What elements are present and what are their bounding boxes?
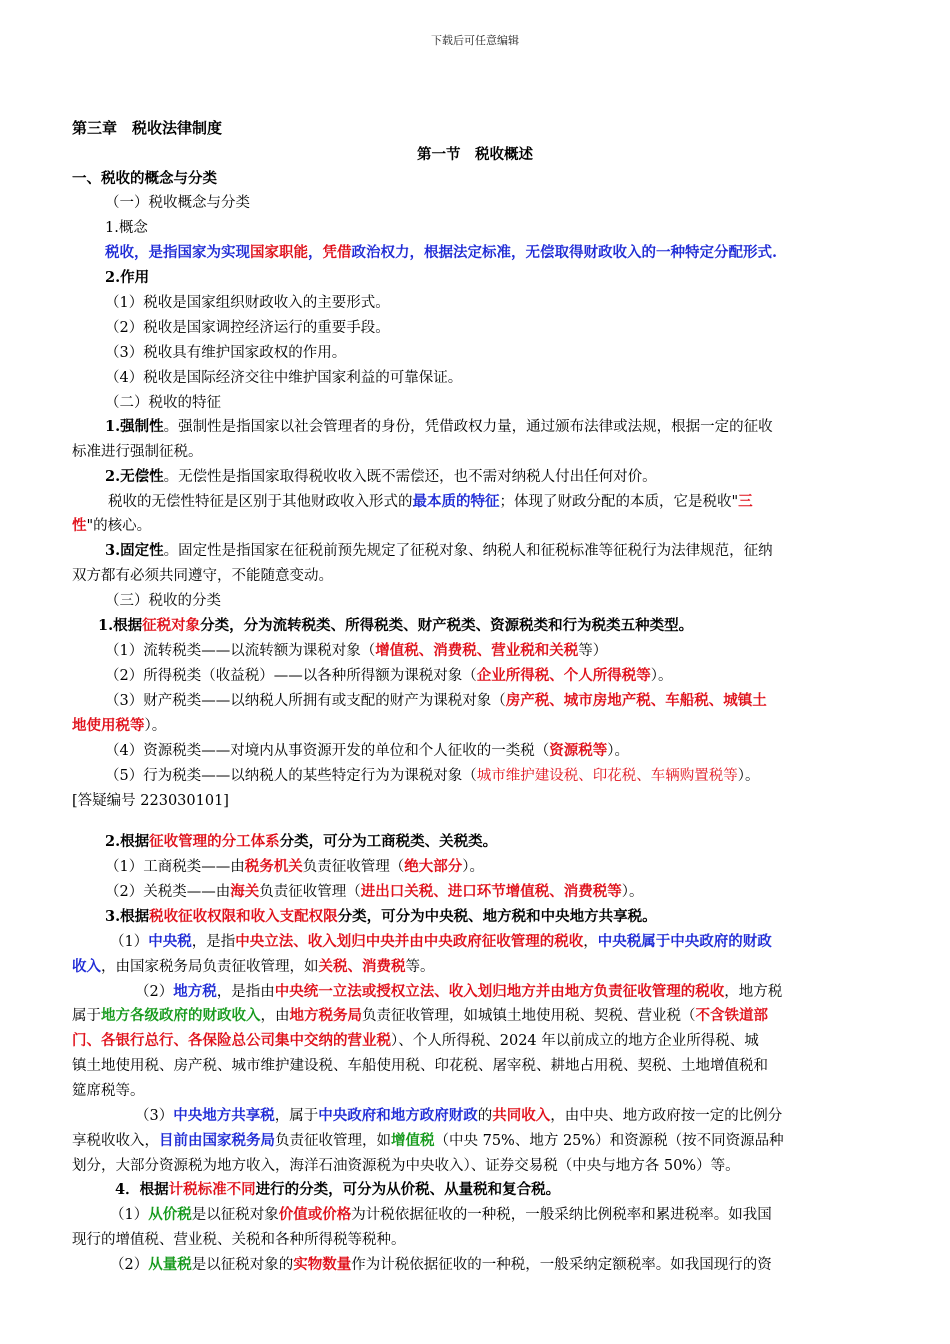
text-line [105, 467, 915, 487]
text-segment: （1）流转税类——以流转额为课税对象（ [105, 643, 376, 659]
text-segment: 是以征税对象 [191, 1207, 279, 1223]
text-segment: （2） [110, 1257, 149, 1273]
text-segment: 中央税属于中央政府的财政 [597, 933, 772, 950]
text-segment: 负责征收管理，如城镇土地使用税、契税、营业税（ [362, 1008, 696, 1024]
text-segment: （2）税收是国家调控经济运行的重要手段。 [105, 320, 390, 336]
text-segment: 收入 [72, 958, 101, 975]
text-segment: （2） [135, 984, 174, 1000]
text-segment: 凭借 [322, 244, 352, 261]
text-segment: 分类，分为流转税类、所得税类、财产税类、资源税类和行为税类五种类型。 [200, 617, 694, 634]
text-line [105, 343, 915, 363]
text-segment: ）。 [462, 859, 484, 875]
text-line [105, 741, 915, 761]
text-line [72, 1156, 882, 1176]
text-segment: （二）税收的特征 [105, 395, 221, 411]
text-segment: ，属于 [274, 1108, 319, 1124]
text-segment: 负责征收管理（ [302, 859, 405, 875]
text-segment: 实物数量 [293, 1256, 352, 1273]
text-line [72, 716, 882, 736]
text-segment: 2.作用 [105, 269, 150, 286]
text-segment: 3.根据 [105, 908, 150, 925]
text-segment: 海关 [230, 883, 260, 900]
text-segment: 2.根据 [105, 833, 150, 850]
text-segment: （3）税收具有维护国家政权的作用。 [105, 345, 347, 361]
text-segment: 分类，可分为中央税、地方税和中央地方共享税。 [337, 908, 657, 925]
text-line [105, 268, 915, 288]
text-segment: ；体现了财政分配的本质，它是税收" [499, 494, 739, 510]
text-segment: 从量税 [148, 1256, 192, 1273]
text-line [110, 932, 920, 952]
text-segment: 政治权力，根据法定标准，无偿取得财政收入的一种特定分配形式. [351, 244, 778, 261]
text-segment: 价值或价格 [278, 1206, 352, 1223]
text-segment: 分类，可分为工商税类、关税类。 [279, 833, 498, 850]
text-segment: 计税标准不同 [168, 1181, 256, 1198]
text-segment: 标准进行强制征税。 [72, 444, 203, 460]
text-segment: 双方都有必须共同遵守，不能随意变动。 [72, 568, 333, 584]
text-segment: ，由 [260, 1008, 290, 1024]
text-segment: （3） [135, 1108, 174, 1124]
text-segment: [答疑编号 223030101] [72, 793, 229, 809]
text-segment: 共同收入 [492, 1107, 551, 1124]
text-line [72, 957, 882, 977]
text-line [105, 882, 915, 902]
text-segment: 最本质的特征 [412, 493, 500, 510]
text-line [105, 193, 915, 213]
text-line [110, 1255, 920, 1275]
text-segment: 中央政府和地方政府财政 [318, 1107, 478, 1124]
text-segment: 等。 [405, 959, 435, 975]
text-segment: ）。 [144, 718, 167, 734]
text-segment: 作为计税依据征收的一种税，一般采纳定额税率。如我国现行的资 [351, 1257, 772, 1273]
text-line [72, 1131, 882, 1151]
text-segment: 1.概念 [105, 220, 148, 236]
text-segment: （一）税收概念与分类 [105, 195, 250, 211]
text-line [105, 243, 915, 263]
text-segment: ）、个人所得税、2024 年以前成立的地方企业所得税、城 [391, 1033, 759, 1049]
text-line [105, 368, 915, 388]
text-segment: 中央地方共享税 [173, 1107, 275, 1124]
text-segment: 的 [477, 1108, 493, 1124]
text-segment: 地使用税等 [72, 717, 145, 734]
text-segment: 为计税依据征收的一种税，一般采纳比例税率和累进税率。如我国 [351, 1207, 772, 1223]
text-segment: 中央统一立法或授权立法、收入划归地方并由地方负责征收管理的税收 [274, 983, 725, 1000]
text-segment: 城市维护建设税、印花税、车辆购置税等 [476, 768, 738, 784]
text-segment: （3）财产税类——以纳税人所拥有或支配的财产为课税对象（ [105, 693, 506, 709]
text-segment: 地方税 [173, 983, 217, 1000]
text-segment: 1.根据 [98, 617, 143, 634]
text-segment: 税收征收权限和收入支配权限 [149, 908, 338, 925]
text-segment: 。无偿性是指国家取得税收收入既不需偿还，也不需对纳税人付出任何对价。 [163, 469, 657, 485]
text-segment: 地方税务局 [289, 1007, 362, 1024]
text-segment: 1.强制性 [105, 418, 164, 435]
text-segment: 进行的分类，可分为从价税、从量税和复合税。 [255, 1181, 561, 1198]
text-segment: 镇土地使用税、房产税、城市维护建设税、车船使用税、印花税、屠宰税、耕地占用税、契税、土地增值税和 [72, 1058, 768, 1074]
text-line [72, 1006, 882, 1026]
text-segment: （1） [110, 934, 149, 950]
text-line [105, 857, 915, 877]
text-segment: 。强制性是指国家以社会管理者的身份，凭借政权力量，通过颁布法律或法规，根据一定的征收 [163, 419, 773, 435]
text-segment: 从价税 [148, 1206, 192, 1223]
text-segment: 第一节 税收概述 [417, 146, 533, 163]
text-segment: 中央税 [148, 933, 192, 950]
text-line [105, 766, 915, 786]
text-segment: 一、税收的概念与分类 [72, 170, 217, 187]
text-line [105, 417, 915, 437]
text-segment: 目前由国家税务局 [159, 1132, 275, 1149]
text-line [72, 566, 882, 586]
text-segment: ，是指 [191, 934, 236, 950]
text-line [72, 1056, 882, 1076]
text-segment: 绝大部分 [404, 858, 463, 875]
text-line [105, 393, 915, 413]
text-segment: 。固定性是指国家在征税前预先规定了征税对象、纳税人和征税标准等征税行为法律规范，征纳 [163, 543, 773, 559]
text-segment: ，由国家税务局负责征收管理，如 [101, 959, 319, 975]
text-line [110, 1205, 920, 1225]
text-segment: 税收，是指国家为实现 [105, 244, 250, 261]
text-line [72, 442, 882, 462]
text-segment: ）。 [607, 743, 629, 759]
text-segment: 中央立法、收入划归中央并由中央政府征收管理的税收 [235, 933, 584, 950]
text-line [105, 318, 915, 338]
text-segment: 性 [72, 517, 87, 534]
text-line [72, 791, 882, 811]
text-line [105, 218, 915, 238]
text-line [98, 616, 908, 636]
text-segment: （5）行为税类——以纳税人的某些特定行为为课税对象（ [105, 768, 477, 784]
text-segment: 关税、消费税 [318, 958, 406, 975]
text-segment: 国家职能 [250, 244, 308, 261]
text-line [105, 541, 915, 561]
text-segment: （1） [110, 1207, 149, 1223]
text-segment: （中央 75%、地方 25%）和资源税（按不同资源品种 [434, 1133, 784, 1149]
text-segment: 增值税 [391, 1132, 435, 1149]
text-line [72, 1031, 882, 1051]
text-segment: 门、各银行总行、各保险总公司集中交纳的营业税 [72, 1032, 391, 1049]
text-segment: 企业所得税、个人所得税等 [476, 667, 651, 684]
text-segment: 地方各级政府的财政收入 [101, 1007, 261, 1024]
text-segment: 享税收收入， [72, 1133, 159, 1149]
text-line [105, 641, 915, 661]
text-segment: 划分，大部分资源税为地方收入，海洋石油资源税为中央收入）、证券交易税（中央与地方各 50%）等。 [72, 1158, 740, 1174]
text-line [72, 1230, 882, 1250]
text-segment: 3.固定性 [105, 542, 164, 559]
text-segment: 房产税、城市房地产税、车船税、城镇土 [505, 692, 767, 709]
text-segment: 税收的无偿性特征是区别于其他财政收入形式的 [108, 494, 413, 510]
text-line [72, 169, 882, 189]
text-segment: 属于 [72, 1008, 101, 1024]
text-segment: 不含铁道部 [695, 1007, 768, 1024]
text-segment: "的核心。 [86, 518, 152, 534]
text-segment: ， [583, 934, 598, 950]
text-segment: 4．根据 [115, 1181, 169, 1198]
text-segment: （2）关税类——由 [105, 884, 231, 900]
text-line [72, 1081, 882, 1101]
text-segment: 征税对象 [142, 617, 201, 634]
text-segment: （4）税收是国际经济交往中维护国家利益的可靠保证。 [105, 370, 463, 386]
text-segment: 资源税等 [549, 742, 608, 759]
text-line [108, 492, 918, 512]
text-segment: ，地方税 [724, 984, 783, 1000]
text-segment: ，是指由 [216, 984, 275, 1000]
text-segment: ，由中央、地方政府按一定的比例分 [550, 1108, 783, 1124]
text-segment: 进出口关税、进口环节增值税、消费税等 [360, 883, 622, 900]
text-segment: 第三章 税收法律制度 [72, 119, 223, 137]
text-segment: 2.无偿性 [105, 468, 164, 485]
text-segment: ）。 [621, 884, 644, 900]
text-segment: ）。 [650, 668, 673, 684]
text-segment: 负责征收管理（ [259, 884, 361, 900]
text-line [135, 982, 945, 1002]
text-segment: 现行的增值税、营业税、关税和各种所得税等税种。 [72, 1232, 406, 1248]
text-segment: 征收管理的分工体系 [149, 833, 280, 850]
text-line [72, 516, 882, 536]
text-line [105, 666, 915, 686]
text-segment: （2）所得税类（收益税）——以各种所得额为课税对象（ [105, 668, 477, 684]
text-segment: 税务机关 [244, 858, 303, 875]
text-segment: 负责征收管理，如 [275, 1133, 391, 1149]
text-line [105, 591, 915, 611]
text-line [135, 1106, 945, 1126]
text-line [105, 293, 915, 313]
text-segment: 是以征税对象的 [191, 1257, 294, 1273]
text-segment: 等） [578, 643, 608, 659]
text-segment: 增值税、消费税、营业税和关税 [375, 642, 579, 659]
page-header: 下载后可任意编辑 [431, 34, 519, 47]
text-line [72, 118, 882, 138]
text-segment: 三 [738, 493, 753, 510]
text-line [105, 832, 915, 852]
text-segment: ， [308, 244, 323, 261]
text-segment: ）。 [737, 768, 760, 784]
text-line [105, 691, 915, 711]
text-line [105, 907, 915, 927]
text-line [115, 1180, 925, 1200]
text-segment: （1）工商税类——由 [105, 859, 245, 875]
text-segment: 筵席税等。 [72, 1083, 145, 1099]
text-segment: （三）税收的分类 [105, 593, 221, 609]
text-segment: （4）资源税类——对境内从事资源开发的单位和个人征收的一类税（ [105, 743, 550, 759]
text-line [0, 145, 950, 165]
text-segment: （1）税收是国家组织财政收入的主要形式。 [105, 295, 390, 311]
